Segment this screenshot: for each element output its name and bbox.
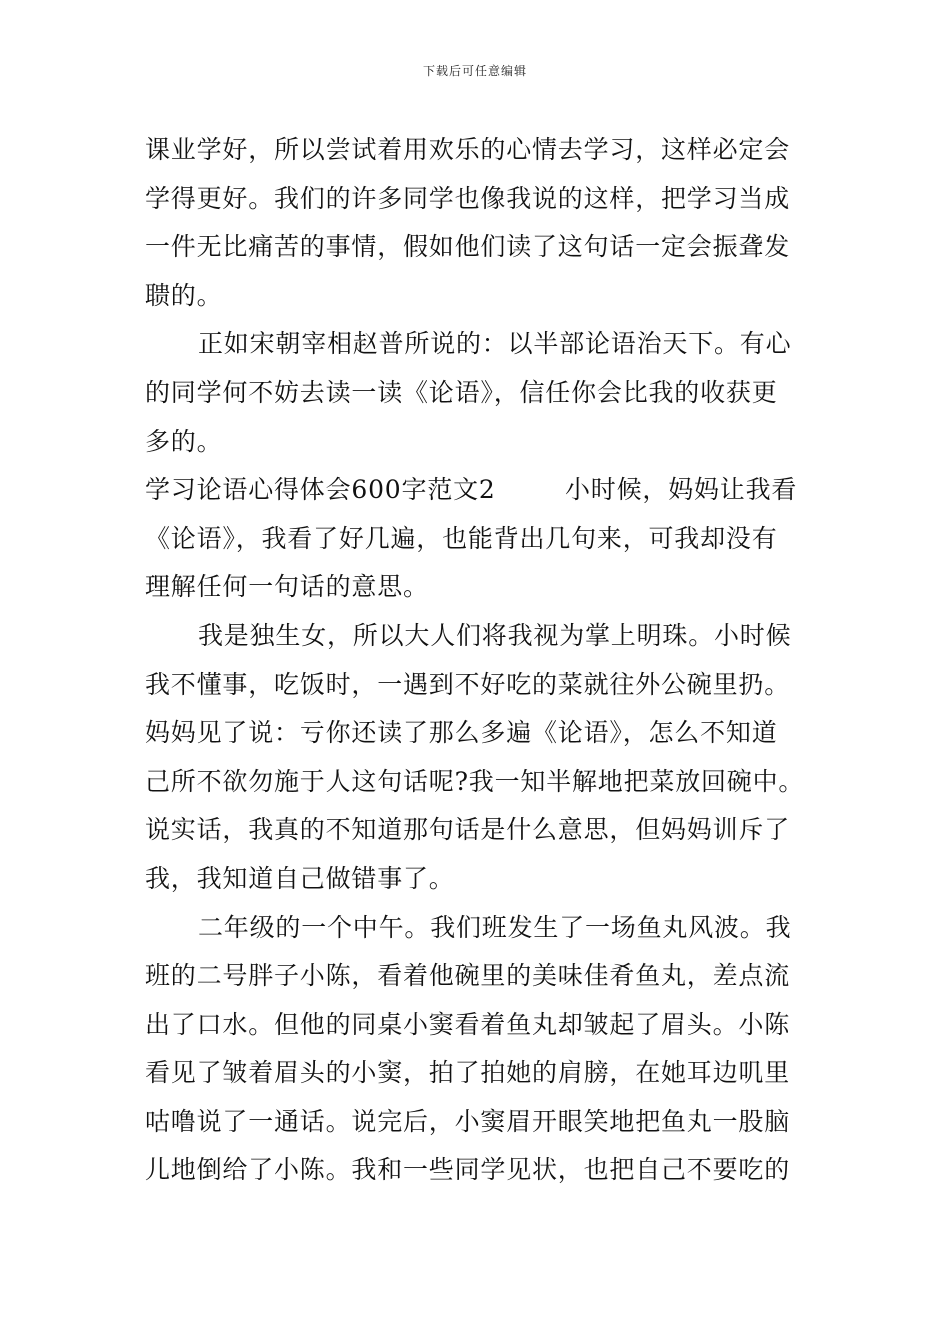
text-line: 出了口水。但他的同桌小窦看着鱼丸却皱起了眉头。小陈 — [145, 1009, 791, 1039]
text-line: 己所不欲勿施于人这句话呢?我一知半解地把菜放回碗中。 — [145, 766, 805, 796]
text-line: 多的。 — [145, 426, 223, 456]
section-heading: 学习论语心得体会600字范文2 — [145, 475, 496, 505]
text-line-continuation: 小时候，妈妈让我看 — [565, 475, 798, 505]
text-line: 一件无比痛苦的事情，假如他们读了这句话一定会振聋发 — [145, 232, 791, 262]
text-line: 说实话，我真的不知道那句话是什么意思，但妈妈训斥了 — [145, 815, 791, 845]
document-body — [145, 126, 810, 1195]
text-line: 课业学好，所以尝试着用欢乐的心情去学习，这样必定会 — [145, 135, 791, 164]
text-line: 看见了皱着眉头的小窦，拍了拍她的肩膀，在她耳边叽里 — [145, 1058, 791, 1088]
text-line: 我是独生女，所以大人们将我视为掌上明珠。小时候 — [198, 620, 792, 650]
text-line: 的同学何不妨去读一读《论语》，信任你会比我的收获更 — [145, 377, 778, 407]
text-line: 妈妈见了说：亏你还读了那么多遍《论语》，怎么不知道 — [145, 718, 778, 748]
text-line: 二年级的一个中午。我们班发生了一场鱼丸风波。我 — [198, 912, 792, 942]
text-line: 聩的。 — [145, 280, 223, 310]
text-line: 理解任何一句话的意思。 — [145, 572, 429, 602]
text-line: 正如宋朝宰相赵普所说的：以半部论语治天下。有心 — [198, 329, 792, 359]
text-line: 学得更好。我们的许多同学也像我说的这样，把学习当成 — [145, 183, 791, 213]
page-header-note: 下载后可任意编辑 — [422, 64, 527, 78]
text-line: 我不懂事，吃饭时，一遇到不好吃的菜就往外公碗里扔。 — [145, 669, 791, 699]
text-line: 我，我知道自己做错事了。 — [145, 863, 455, 893]
text-line: 《论语》，我看了好几遍，也能背出几句来，可我却没有 — [145, 523, 778, 553]
text-line: 儿地倒给了小陈。我和一些同学见状，也把自己不要吃的 — [145, 1155, 791, 1185]
text-line: 咕噜说了一通话。说完后，小窦眉开眼笑地把鱼丸一股脑 — [145, 1106, 791, 1136]
text-line: 班的二号胖子小陈，看着他碗里的美味佳肴鱼丸，差点流 — [145, 961, 791, 991]
heading-line — [145, 466, 810, 515]
